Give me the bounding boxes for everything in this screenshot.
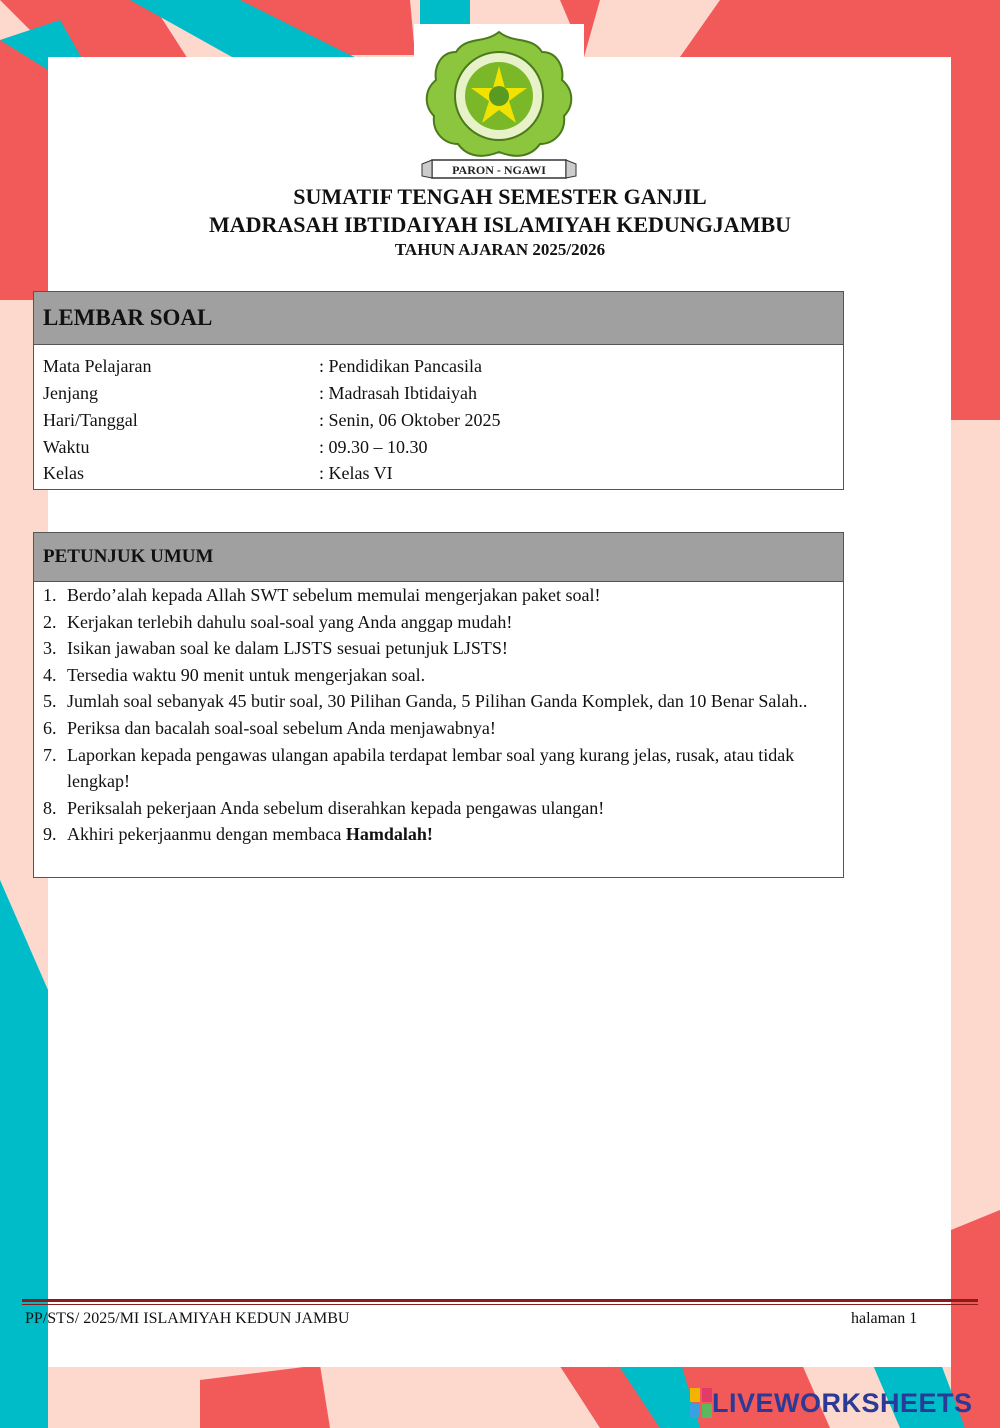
liveworksheets-logo-icon [690,1388,712,1418]
info-label: Kelas [43,463,84,483]
info-value: : Madrasah Ibtidaiyah [319,383,477,403]
madrasah-logo [414,24,584,184]
info-label: Mata Pelajaran [43,356,152,376]
list-item: 6. Periksa dan bacalah soal-soal sebelum Anda menjawabnya! [43,717,496,738]
list-item: 9. Akhiri pekerjaanmu dengan membaca Hamdalah! [43,824,433,845]
liveworksheets-text: LIVEWORKSHEETS [712,1387,973,1418]
title-line-2: MADRASAH IBTIDAIYAH ISLAMIYAH KEDUNGJAMBU [208,212,792,237]
lembar-soal-box [33,291,844,490]
petunjuk-umum-box [33,532,844,878]
info-value: : Kelas VI [319,463,393,483]
footer-page-number: halaman 1 [851,1310,918,1327]
instruction-list [34,582,843,848]
info-label: Waktu [43,437,90,457]
list-item: 5. Jumlah soal sebanyak 45 butir soal, 30 Pilihan Ganda, 5 Pilihan Ganda Komplek, dan 10 Benar Salah.. [43,691,808,712]
list-item: 7. Laporkan kepada pengawas ulangan apabila terdapat lembar soal yang kurang jelas, rusak, atau tidak lengkap! [43,744,795,792]
logo-ribbon-text: PARON - NGAWI [452,163,546,177]
info-value: : Senin, 06 Oktober 2025 [319,410,501,430]
info-label: Hari/Tanggal [43,410,138,430]
info-label: Jenjang [43,383,98,403]
liveworksheets-watermark [690,1386,973,1420]
petunjuk-umum-heading: PETUNJUK UMUM [34,533,843,582]
hamdalah-emphasis: Hamdalah! [345,824,433,845]
list-item: 3. Isikan jawaban soal ke dalam LJSTS sesuai petunjuk LJSTS! [43,638,508,659]
list-item: 4. Tersedia waktu 90 menit untuk mengerjakan soal. [43,664,426,685]
footer-divider-thin [22,1304,978,1305]
footer-document-code: PP/STS/ 2025/MI ISLAMIYAH KEDUN JAMBU [25,1310,350,1327]
madrasah-seal-icon [414,24,584,184]
list-item: 8. Periksalah pekerjaan Anda sebelum diserahkan kepada pengawas ulangan! [43,797,605,818]
footer-divider [22,1299,978,1302]
list-item: 1. Berdo’alah kepada Allah SWT sebelum memulai mengerjakan paket soal! [43,585,601,605]
info-value: : 09.30 – 10.30 [319,437,428,457]
title-line-1: SUMATIF TENGAH SEMESTER GANJIL [293,184,707,209]
lembar-soal-heading: LEMBAR SOAL [34,292,843,345]
list-item: 2. Kerjakan terlebih dahulu soal-soal yang Anda anggap mudah! [43,611,513,632]
info-value: : Pendidikan Pancasila [319,356,482,376]
title-line-3: TAHUN AJARAN 2025/2026 [394,240,606,259]
